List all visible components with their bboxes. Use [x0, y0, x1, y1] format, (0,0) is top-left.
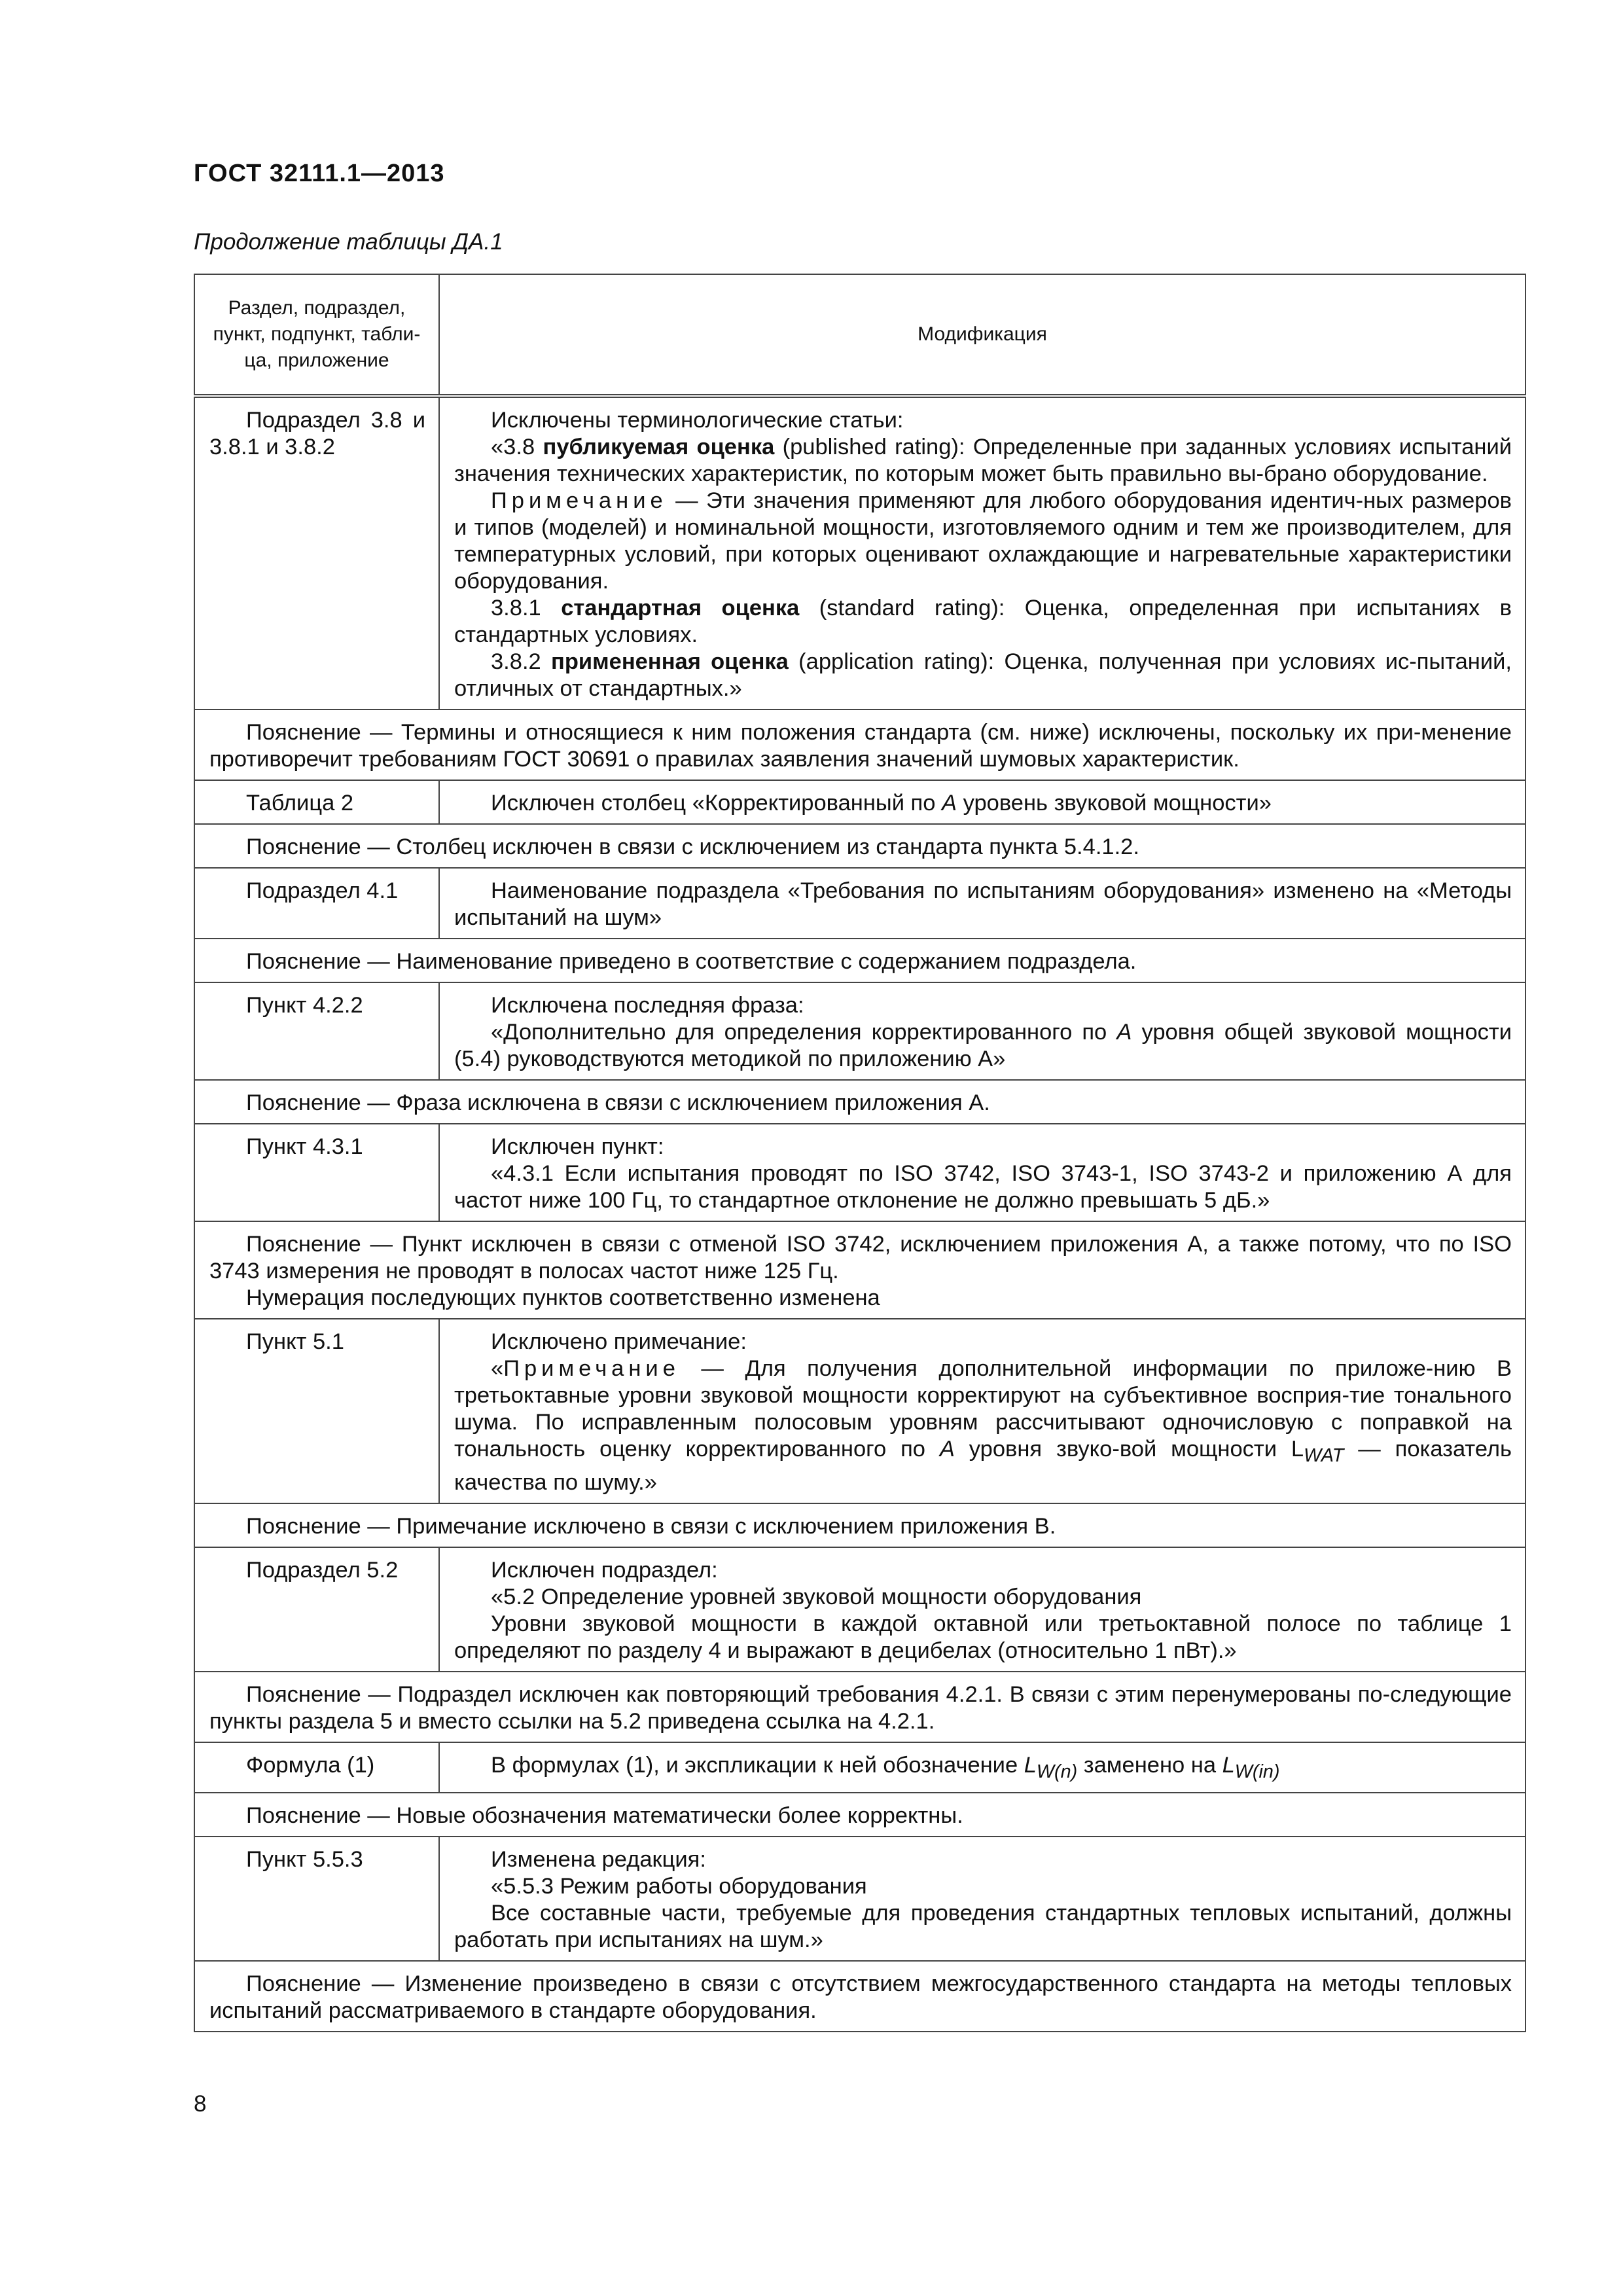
explanation-row — [194, 709, 1525, 780]
row-location: Таблица 2 — [194, 780, 439, 824]
table-row — [194, 1742, 1525, 1793]
explanation-text: Пояснение — Наименование приведено в соответствие с содержанием подраздела. — [194, 939, 1525, 982]
note-line: «Примечание — Для получения дополнительной информации по приложе-нию В третьоктавные уровни звуковой мощности корректируют на субъективное восприя-тие тонального шума. По исправленным полосовым уровням рассчитывают одночисловую с поправкой на тональность оценку корректированного по А уровня звуко-вой мощности $L_{WAT}$ — показатель качества по шуму.» — [454, 1356, 1512, 1495]
explanation-text: Пояснение — Фраза исключена в связи с исключением приложения А. — [194, 1080, 1525, 1124]
explanation-row — [194, 1503, 1525, 1547]
table-row — [194, 1124, 1525, 1221]
explanation-row — [194, 824, 1525, 868]
row-modification — [439, 1837, 1525, 1961]
explanation-text: Пояснение — Термины и относящиеся к ним положения стандарта (см. ниже) исключены, поскольку их при-менение противоречит требованиям ГОСТ 30691 о правилах заявления значений шумовых характеристик. — [194, 709, 1525, 780]
explanation-row — [194, 939, 1525, 982]
document-code: ГОСТ 32111.1—2013 — [194, 160, 445, 187]
text-line: Пояснение — Пункт исключен в связи с отменой ISO 3742, исключением приложения А, а также потому, что по ISO 3743 измерения не проводят в полосах частот ниже 125 Гц. — [209, 1232, 1512, 1283]
text-line: Все составные части, требуемые для проведения стандартных тепловых испытаний, должны работать при испытаниях на шум.» — [454, 1900, 1512, 1952]
text-line: Нумерация последующих пунктов соответственно изменена — [246, 1285, 880, 1310]
row-modification — [439, 1124, 1525, 1221]
col-header-modification: Модификация — [439, 274, 1525, 396]
text-line: Исключено примечание: — [491, 1329, 747, 1354]
table-row — [194, 396, 1525, 709]
row-location: Пункт 5.5.3 — [194, 1837, 439, 1961]
text-line: Изменена редакция: — [491, 1846, 706, 1872]
text-line: «5.5.3 Режим работы оборудования — [491, 1873, 867, 1899]
row-location: Подраздел 3.8 и 3.8.1 и 3.8.2 — [194, 396, 439, 709]
note-line: Примечание — Эти значения применяют для любого оборудования идентич-ных размеров и типов (моделей) и номинальной мощности, изготовляемого одним и тем же производителем, для температурных условий, при которых оценивают охлаждающие и нагревательные характеристики оборудования. — [454, 488, 1512, 594]
text-line: 3.8.1 стандартная оценка (standard rating): Оценка, определенная при испытаниях в стандартных условиях. — [454, 596, 1512, 647]
explanation-row — [194, 1080, 1525, 1124]
row-modification — [439, 1547, 1525, 1672]
explanation-row — [194, 1221, 1525, 1319]
explanation-row — [194, 1793, 1525, 1837]
text-line: Исключен пункт: — [491, 1134, 664, 1159]
text-line: Уровни звуковой мощности в каждой октавной или третьоктавной полосе по таблице 1 определяют по разделу 4 и выражают в децибелах (относительно 1 пВт).» — [454, 1611, 1512, 1663]
table-header-row — [194, 274, 1525, 396]
modification-table — [194, 274, 1526, 2032]
text-line: Исключен подраздел: — [491, 1557, 718, 1583]
row-modification: Исключен столбец «Корректированный по A уровень звуковой мощности» — [439, 780, 1525, 824]
row-modification — [439, 396, 1525, 709]
row-modification — [439, 982, 1525, 1080]
text-line: Исключена последняя фраза: — [491, 993, 804, 1018]
row-location: Пункт 5.1 — [194, 1319, 439, 1503]
text-line: «3.8 публикуемая оценка (published rating): Определенные при заданных условиях испытаний значения технических характеристик, по которым может быть правильно вы-брано оборудование. — [454, 435, 1512, 486]
table-row — [194, 1837, 1525, 1961]
text-line: «Дополнительно для определения корректированного по А уровня общей звуковой мощности (5.4) руководствуются методикой по приложению А» — [454, 1020, 1512, 1071]
row-location: Формула (1) — [194, 1742, 439, 1793]
explanation-text: Пояснение — Столбец исключен в связи с исключением из стандарта пункта 5.4.1.2. — [194, 824, 1525, 868]
row-modification — [439, 1319, 1525, 1503]
explanation-text: Пояснение — Примечание исключено в связи с исключением приложения В. — [194, 1503, 1525, 1547]
text-line: «5.2 Определение уровней звуковой мощности оборудования — [491, 1584, 1142, 1609]
text-line: 3.8.2 примененная оценка (application rating): Оценка, полученная при условиях ис-пытаний, отличных от стандартных.» — [454, 649, 1512, 701]
explanation-row — [194, 1672, 1525, 1742]
explanation-text — [194, 1221, 1525, 1319]
explanation-text: Пояснение — Подраздел исключен как повторяющий требования 4.2.1. В связи с этим перенумерованы по-следующие пункты раздела 5 и вместо ссылки на 5.2 приведена ссылка на 4.2.1. — [194, 1672, 1525, 1742]
table-row — [194, 1319, 1525, 1503]
text-line: Исключены терминологические статьи: — [491, 408, 904, 433]
row-location: Подраздел 4.1 — [194, 868, 439, 939]
explanation-row — [194, 1961, 1525, 2032]
row-location: Подраздел 5.2 — [194, 1547, 439, 1672]
text-line: «4.3.1 Если испытания проводят по ISO 3742, ISO 3743-1, ISO 3743-2 и приложению А для частот ниже 100 Гц, то стандартное отклонение не должно превышать 5 дБ.» — [454, 1161, 1512, 1213]
explanation-text: Пояснение — Изменение произведено в связи с отсутствием межгосударственного стандарта на методы тепловых испытаний рассматриваемого в стандарте оборудования. — [194, 1961, 1525, 2032]
row-modification: Наименование подраздела «Требования по испытаниям оборудования» изменено на «Методы испытаний на шум» — [439, 868, 1525, 939]
table-caption: Продолжение таблицы ДА.1 — [194, 229, 503, 255]
table-row — [194, 1547, 1525, 1672]
row-modification: В формулах (1), и экспликации к ней обозначение $L_{W(n)}$ заменено на $L_{W(in)}$ — [439, 1742, 1525, 1793]
row-location: Пункт 4.2.2 — [194, 982, 439, 1080]
table-row — [194, 982, 1525, 1080]
col-header-section: Раздел, подраздел, пункт, подпункт, табли-ца, приложение — [194, 274, 439, 396]
table-row — [194, 868, 1525, 939]
table-row — [194, 780, 1525, 824]
row-location: Пункт 4.3.1 — [194, 1124, 439, 1221]
page-number: 8 — [194, 2091, 207, 2117]
explanation-text: Пояснение — Новые обозначения математически более корректны. — [194, 1793, 1525, 1837]
